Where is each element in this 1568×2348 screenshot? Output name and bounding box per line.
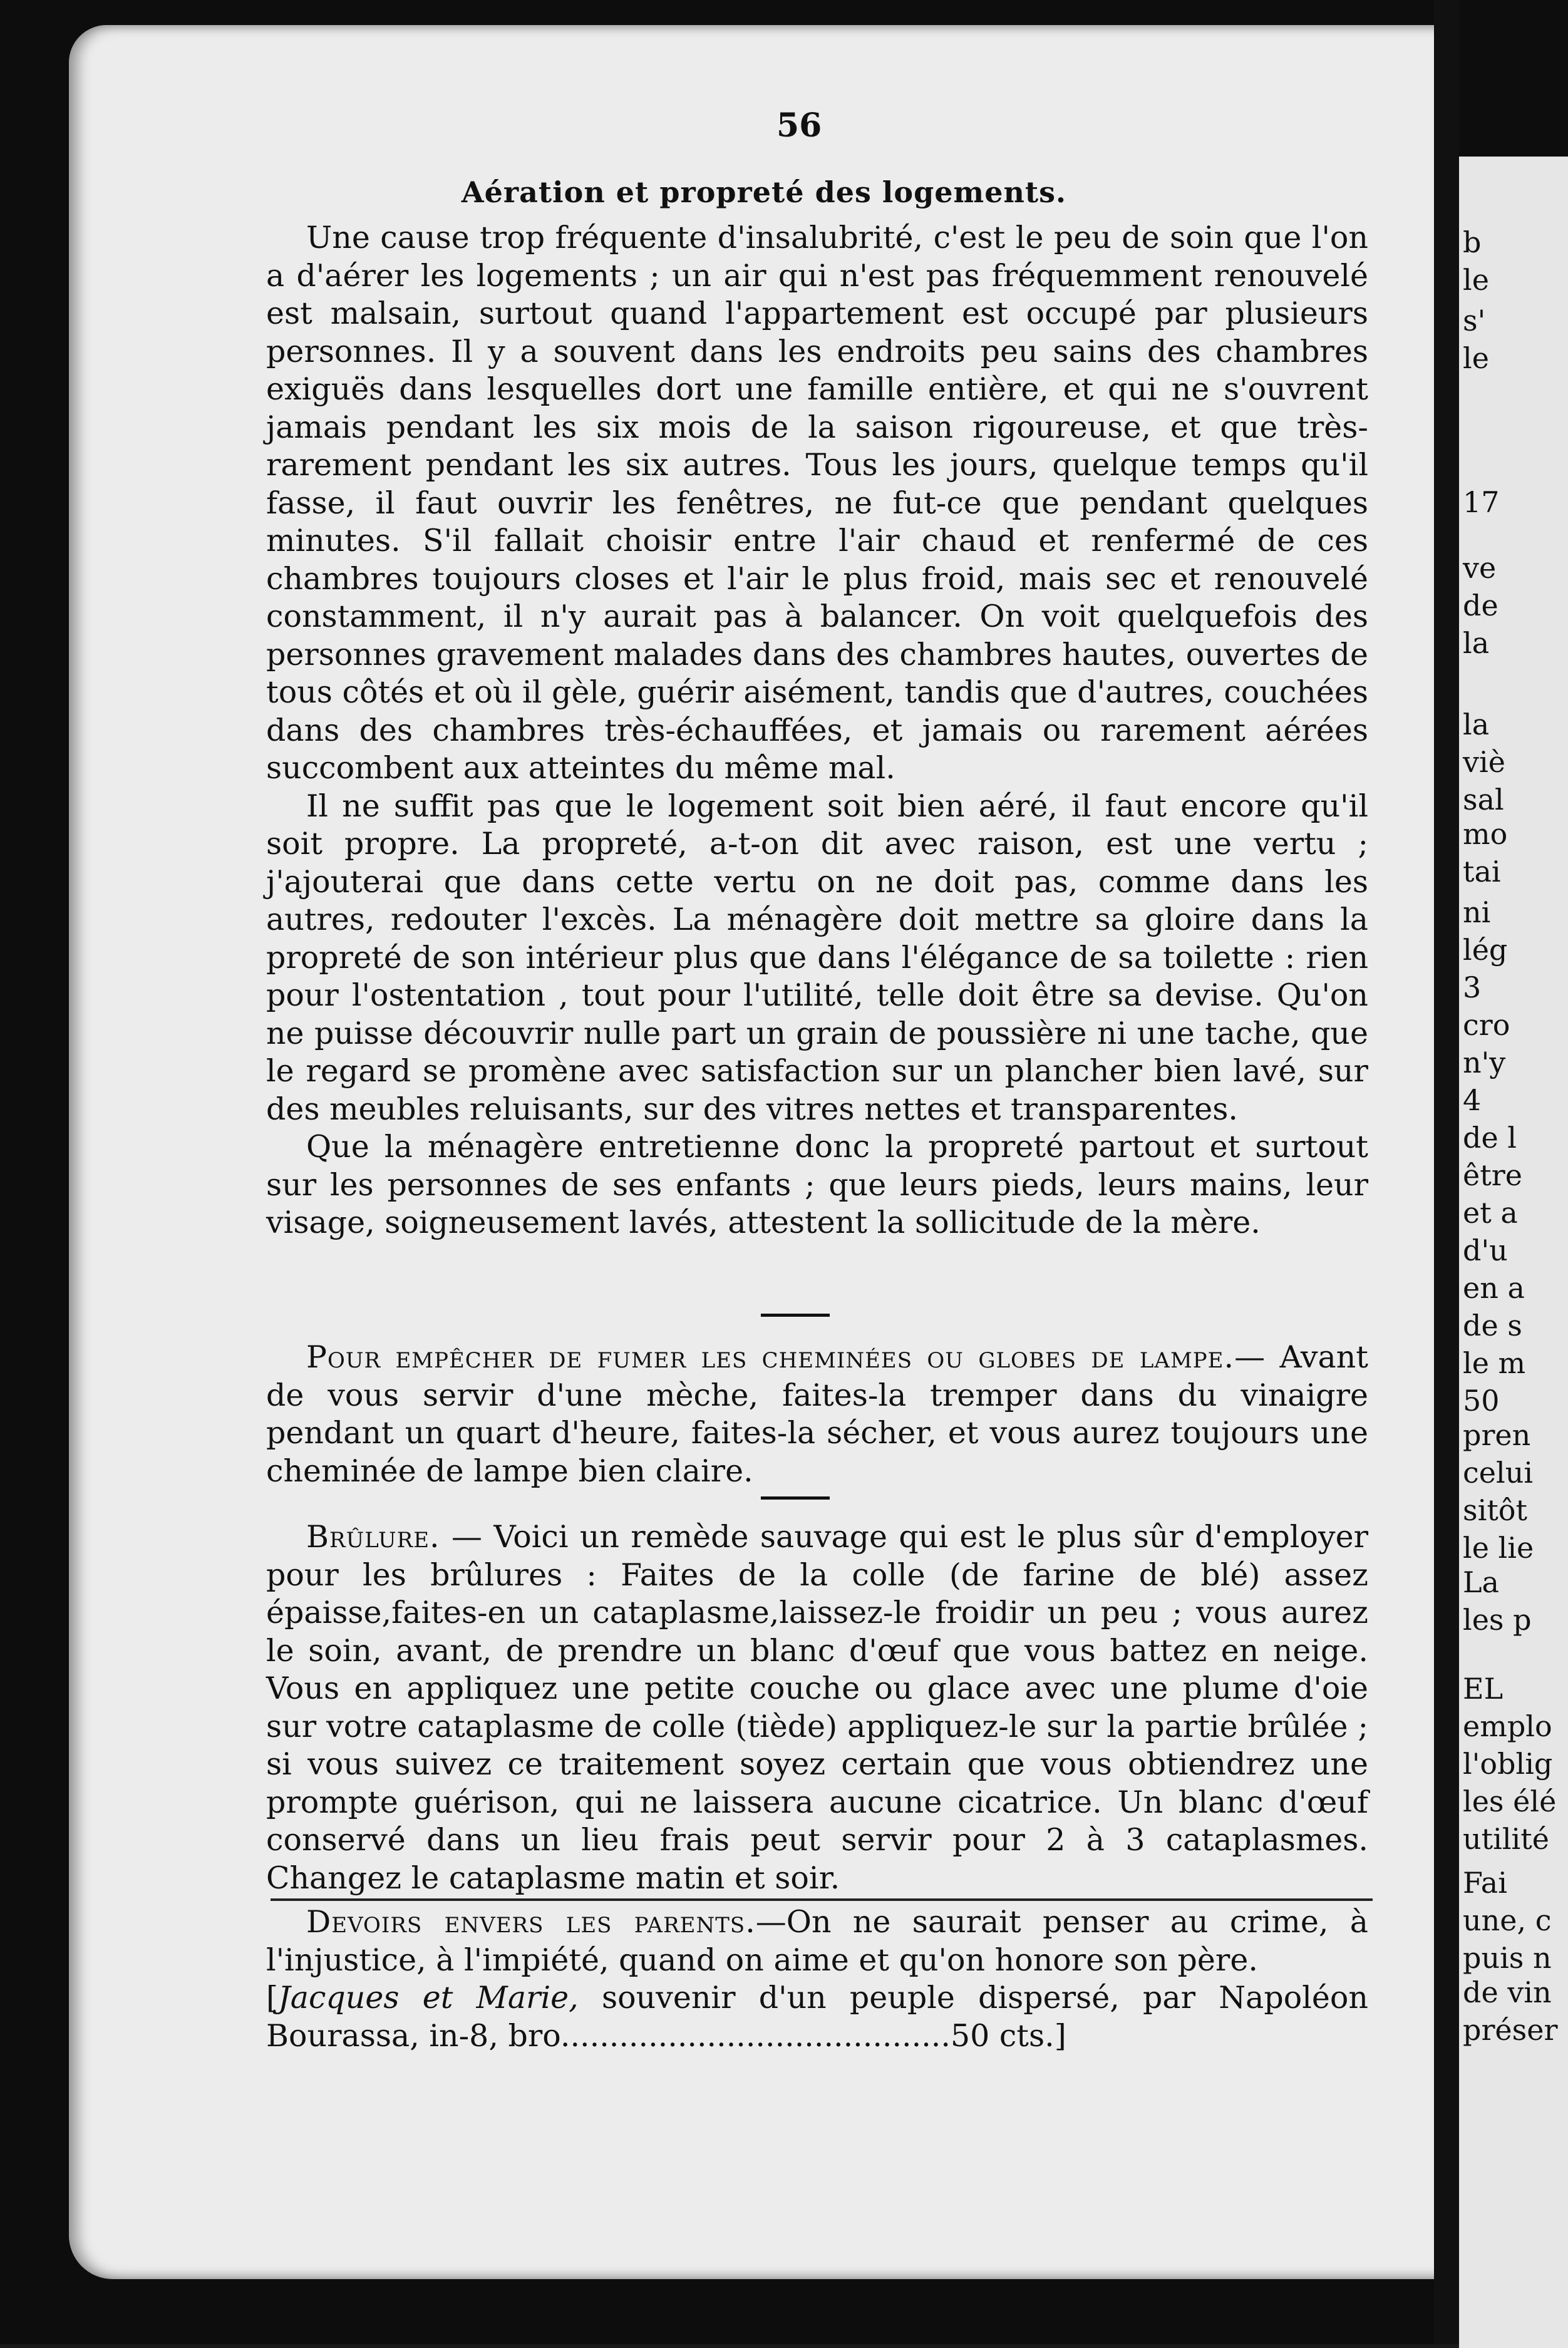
facing-page-fragment: la bbox=[1463, 708, 1490, 741]
facing-page-fragment: EL bbox=[1463, 1672, 1504, 1706]
article-heading: Aération et propreté des logements. bbox=[461, 175, 1067, 209]
footer-note bbox=[266, 1903, 1368, 2055]
facing-page-fragment: La bbox=[1463, 1565, 1499, 1599]
facing-page-fragment: préser bbox=[1463, 2013, 1558, 2047]
facing-page-fragment: le lie bbox=[1463, 1531, 1534, 1565]
facing-page-fragment: 4 bbox=[1463, 1083, 1482, 1117]
facing-page-fragment: utilité bbox=[1463, 1822, 1549, 1856]
facing-page-fragment: b bbox=[1463, 225, 1482, 259]
article-paragraph: Une cause trop fréquente d'insalubrité, c'est le peu de soin que l'on a d'aérer les logements ; un air qui n'est pas fréquemment renouvelé est malsain, surtout quand l'appartement est occupé par plusieurs personnes. Il y a souvent dans les endroits peu sains des chambres exiguës dans lesquelles dort une famille entière, et qui ne s'ouvrent jamais pendant les six mois de la saison rigoureuse, et que très-rarement pendant les six autres. Tous les jours, quelque temps qu'il fasse, il faut ouvrir les fenêtres, ne fut-ce que pendant quelques minutes. S'il fallait choisir entre l'air chaud et renfermé de ces chambres toujours closes et l'air le plus froid, mais sec et renouvelé constamment, il n'y aurait pas à balancer. On voit quelquefois des personnes gravement malades dans des chambres hautes, ouvertes de tous côtés et où il gèle, guérir aisément, tandis que d'autres, couchées dans des chambres très-échauffées, et jamais ou rarement aérées succombent aux atteintes du même mal. bbox=[266, 220, 1368, 786]
facing-page-fragment: une, c bbox=[1463, 1903, 1552, 1937]
facing-page-fragment: mo bbox=[1463, 817, 1508, 851]
facing-page-fragment: tai bbox=[1463, 855, 1501, 888]
tip-burn bbox=[266, 1518, 1368, 1897]
facing-page-fragment: de vin bbox=[1463, 1975, 1552, 2009]
facing-page-fragment: la bbox=[1463, 626, 1490, 660]
facing-page-fragment: 50 bbox=[1463, 1384, 1500, 1418]
facing-page-fragment: sal bbox=[1463, 783, 1504, 816]
facing-page-fragment: de s bbox=[1463, 1309, 1522, 1342]
ad-leader-dots: ........................................ bbox=[560, 2017, 951, 2054]
facing-page-fragment: d'u bbox=[1463, 1233, 1508, 1267]
facing-page-fragment: emplo bbox=[1463, 1709, 1552, 1743]
footer-note-title: Devoirs envers les parents. bbox=[306, 1904, 756, 1940]
page-number: 56 bbox=[776, 106, 822, 145]
facing-page-fragment: le bbox=[1463, 263, 1489, 297]
article-body bbox=[266, 219, 1368, 1242]
facing-page-fragment: et a bbox=[1463, 1196, 1518, 1230]
section-divider bbox=[761, 1314, 830, 1317]
book-gutter bbox=[1434, 0, 1459, 2344]
facing-page-fragment: l'oblig bbox=[1463, 1747, 1553, 1781]
facing-page-fragment: lég bbox=[1463, 933, 1508, 967]
article-paragraph: Que la ménagère entretienne donc la propreté partout et surtout sur les personnes de ses enfants ; que leurs pieds, leurs mains, leur visage, soigneusement lavés, attestent la sollicitude de la mère. bbox=[266, 1129, 1368, 1240]
tip-lamp-title: Pour empêcher de fumer les cheminées ou globes de lampe.— bbox=[306, 1339, 1266, 1375]
footer-rule bbox=[271, 1898, 1373, 1901]
facing-page-fragment: ve bbox=[1463, 551, 1497, 585]
facing-page-fragment: cro bbox=[1463, 1008, 1510, 1042]
facing-page-fragment: pren bbox=[1463, 1418, 1531, 1452]
facing-page-fragment: les élé bbox=[1463, 1784, 1557, 1818]
facing-page-fragment: n'y bbox=[1463, 1046, 1506, 1079]
facing-page-fragment: le bbox=[1463, 341, 1489, 375]
facing-page-fragment: s' bbox=[1463, 304, 1486, 337]
facing-page-fragment: être bbox=[1463, 1158, 1522, 1192]
facing-page-fragment: 3 bbox=[1463, 971, 1482, 1004]
facing-page-fragment: sitôt bbox=[1463, 1493, 1527, 1527]
tip-burn-title: Brûlure. bbox=[306, 1519, 440, 1555]
tip-lamp bbox=[266, 1339, 1368, 1490]
facing-page-fragment: de bbox=[1463, 589, 1498, 622]
ad-description: souvenir d'un peuple dispersé, par Napoléon Bourassa, in-8, bro bbox=[266, 1980, 1368, 2054]
facing-page-fragment: celui bbox=[1463, 1456, 1534, 1490]
ad-price: 50 cts.] bbox=[950, 2017, 1066, 2054]
facing-page-fragment: puis n bbox=[1463, 1941, 1552, 1975]
footer-note-text: —On ne saurait penser au crime, à l'injustice, à l'impiété, quand on aime et qu'on honore son père. bbox=[266, 1904, 1368, 1978]
facing-page-fragment: le m bbox=[1463, 1346, 1526, 1380]
facing-page-edge bbox=[1459, 157, 1568, 2348]
article-paragraph: Il ne suffit pas que le logement soit bien aéré, il faut encore qu'il soit propre. La propreté, a-t-on dit avec raison, est une vertu ; j'ajouterai que dans cette vertu on ne doit pas, comme dans les autres, redouter l'excès. La ménagère doit mettre sa gloire dans la propreté de son intérieur plus que dans l'élégance de sa toilette : rien pour l'ostentation , tout pour l'utilité, telle doit être sa devise. Qu'on ne puisse découvrir nulle part un grain de poussière ni une tache, que le regard se promène avec satisfaction sur un plancher bien lavé, sur des meubles reluisants, sur des vitres nettes et transparentes. bbox=[266, 788, 1368, 1127]
facing-page-fragment: 17 bbox=[1463, 485, 1500, 519]
facing-page-fragment: Fai bbox=[1463, 1866, 1507, 1900]
facing-page-fragment: de l bbox=[1463, 1121, 1517, 1155]
tip-lamp-text: Avant de vous servir d'une mèche, faites-la tremper dans du vinaigre pendant un quart d'heure, faites-la sécher, et vous aurez toujours une cheminée de lampe bien claire. bbox=[266, 1339, 1368, 1489]
tip-burn-text: — Voici un remède sauvage qui est le plus sûr d'employer pour les brûlures : Faites de la colle (de farine de blé) assez épaisse,faites-en un cataplasme,laissez-le froidir un peu ; vous aurez le soin, avant, de prendre un blanc d'œuf que vous battez en neige. Vous en appliquez une petite couche ou glace avec une plume d'oie sur votre cataplasme de colle (tiède) appliquez-le sur la partie brûlée ; si vous suivez ce traitement soyez certain que vous obtiendrez une prompte guérison, qui ne laissera aucune cicatrice. Un blanc d'œuf conservé dans un lieu frais peut servir pour 2 à 3 cataplasmes. Changez le cataplasme matin et soir. bbox=[266, 1519, 1368, 1896]
facing-page-fragment: en a bbox=[1463, 1271, 1525, 1305]
facing-page-fragment: viè bbox=[1463, 745, 1505, 779]
facing-page-fragment: ni bbox=[1463, 895, 1491, 929]
facing-page-fragment: les p bbox=[1463, 1603, 1532, 1637]
ad-book-title: Jacques et Marie, bbox=[278, 1980, 579, 2016]
ad-bracket: [ bbox=[266, 1980, 279, 2016]
section-divider bbox=[761, 1496, 830, 1500]
